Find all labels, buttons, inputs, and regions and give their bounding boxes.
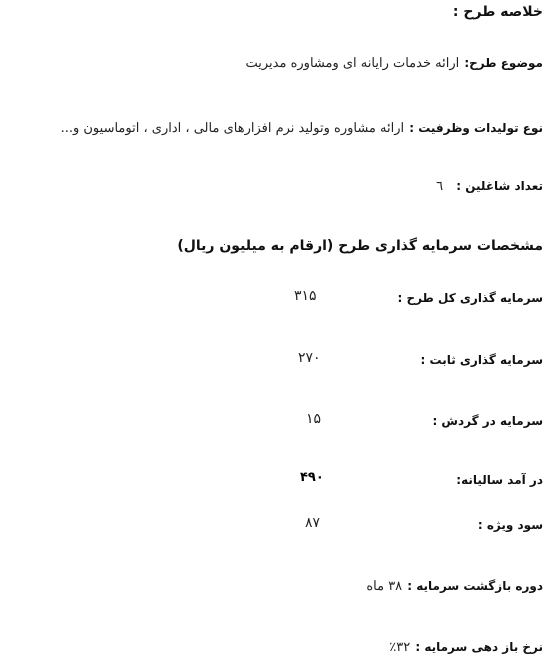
roi-line (389, 636, 543, 658)
payback-value: ۳۸ ماه (366, 579, 403, 594)
annual-income-value: ۴۹۰ (300, 470, 324, 485)
subject-value: ارائه خدمات رایانه ای ومشاوره مدیریت (245, 56, 460, 71)
total-investment-value: ۳۱۵ (294, 288, 317, 304)
total-investment-label: سرمایه گذاری کل طرح : (397, 291, 543, 305)
annual-income-label: در آمد سالیانه: (456, 473, 543, 487)
subject-label: موضوع طرح: (464, 56, 543, 70)
payback-label: دوره بازگشت سرمایه : (407, 579, 543, 593)
roi-label: نرخ باز دهی سرمایه : (415, 640, 543, 654)
working-capital-label: سرمایه در گردش : (432, 414, 543, 428)
products-value: ارائه مشاوره وتولید نرم افزارهای مالی ، اداری ، اتوماسیون و... (60, 121, 405, 136)
fixed-investment-value: ۲۷۰ (298, 350, 321, 366)
employees-line (436, 175, 543, 197)
summary-heading: خلاصه طرح : (452, 4, 543, 20)
working-capital-value: ۱۵ (306, 411, 322, 427)
subject-line (245, 52, 543, 74)
investment-heading: مشخصات سرمایه گذاری طرح (ارقام به میلیون ریال) (177, 238, 543, 254)
employees-label: تعداد شاغلین : (456, 179, 543, 193)
products-label: نوع تولیدات وظرفیت : (409, 121, 543, 135)
products-line (61, 117, 543, 139)
payback-line (366, 575, 543, 597)
fixed-investment-label: سرمایه گذاری ثابت : (420, 353, 543, 367)
net-profit-label: سود ویژه : (477, 518, 543, 532)
roi-value: ۳۲٪ (389, 640, 411, 655)
net-profit-value: ۸۷ (305, 515, 321, 531)
employees-value: ٦ (436, 179, 444, 194)
